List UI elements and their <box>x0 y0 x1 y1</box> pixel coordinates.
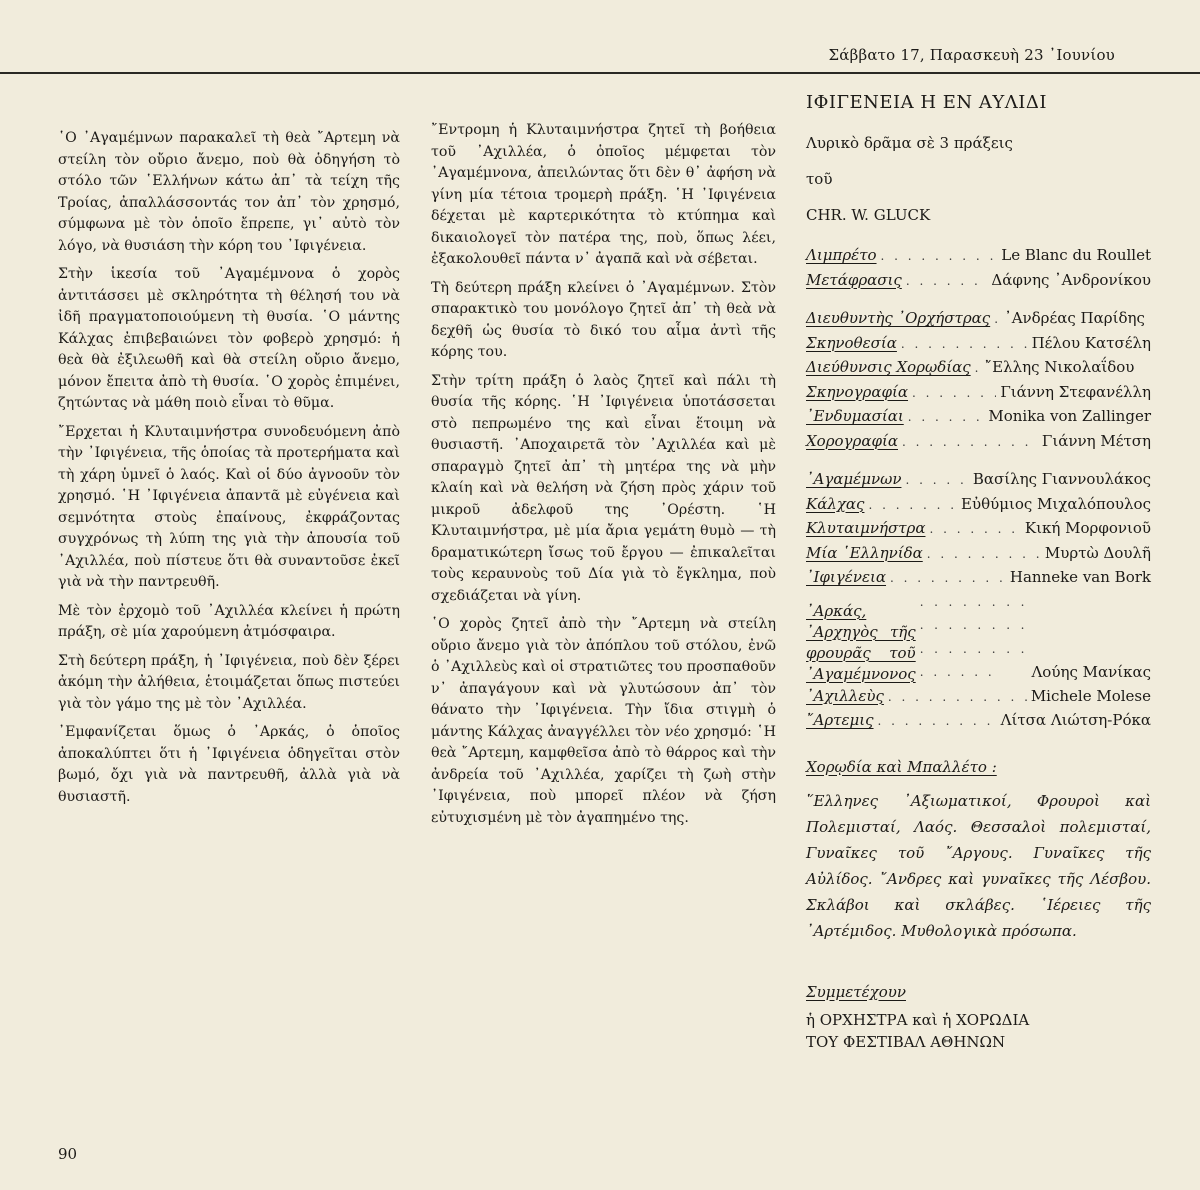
paragraph: ῾Ο ᾿Αγαμέμνων παρακαλεῖ τὴ θεὰ ῎Αρτεμη νὰ στείλη τὸν οὔριο ἄνεμο, ποὺ θὰ ὁδηγήση τὸ στόλο τῶν ῾Ελλήνων κάτω ἀπ᾿ τὰ τείχη τῆς Τροίας, ἀπαλλάσσοντάς τον ἀπ᾿ τὸν χρησμό, σύμφωνα μὲ τὸν ὁποῖο ἔπρεπε, γι᾿ αὐτὸ τὸν λόγο, νὰ θυσιάση τὴν κόρη του ᾿Ιφιγένεια. <box>58 130 400 254</box>
credit-row <box>806 332 1151 357</box>
cast-role: Μία ῾Ελληνίδα <box>806 543 923 562</box>
credit-role: ᾿Ενδυμασίαι <box>806 407 904 425</box>
composer-name: CHR. W. GLUCK <box>806 206 931 224</box>
participants-line: ΤΟΥ ΦΕΣΤΙΒΑΛ ΑΘΗΝΩΝ <box>806 1032 1006 1051</box>
credits-list-a <box>806 244 1151 293</box>
paragraph: ῾Ο χορὸς ζητεῖ ἀπὸ τὴν ῎Αρτεμη νὰ στείλη οὔριο ἄνεμο γιὰ τὸν ἀπόπλου τοῦ στόλου, ἐνῶ ὁ ᾿Αχιλλεὺς καὶ οἱ στρατιῶτες του προσπαθοῦν ν᾿ ἀπαγάγουν καὶ νὰ γλυτώσουν ἀπ᾿ τὸν θάνατο τὴν ᾿Ιφιγένεια. Τὴν ἴδια στιγμὴ ὁ μάντης Κάλχας ἀναγγέλλει τὸν νέο χρησμό: ῾Η θεὰ ῎Αρτεμη, καμφθεῖσα ἀπὸ τὸ θάρρος καὶ τὴν ἀνδρεία τοῦ ᾿Αχιλλέα, χαρίζει τὴ ζωὴ στὴν ᾿Ιφιγένεια, ποὺ μπορεῖ πλέον νὰ ζήση εὐτυχισμένη μὲ τὸν ἀγαπημένο της. <box>431 616 776 826</box>
credit-row <box>806 269 1151 294</box>
participants-heading: Συμμετέχουν <box>806 982 906 1001</box>
running-header: Σάββατο 17, Παρασκευὴ 23 ᾿Ιουνίου <box>828 46 1115 64</box>
paragraph: ῎Ερχεται ἡ Κλυταιμνήστρα συνοδευόμενη ἀπὸ τὴν ᾿Ιφιγένεια, τῆς ὁποίας τὰ προτερήματα καὶ τὴ χάρη ὑμνεῖ ὁ λαός. Καὶ οἱ δύο ἀγνοοῦν τὸν χρησμό. ῾Η ᾿Ιφιγένεια ἀπαντᾶ μὲ εὐγένεια καὶ σεμνότητα στοὺς ἐπαίνους, ἐκφράζοντας συγχρόνως τὴ λύπη της γιὰ τὴν ἀπουσία τοῦ ᾿Αχιλλέα, ποὺ πίστευε ὅτι θὰ συναντοῦσε ἐκεῖ γιὰ νὰ τὴν παντρευθῆ. <box>58 423 400 590</box>
credit-row <box>806 381 1151 406</box>
credit-role: Λιμπρέτο <box>806 246 877 264</box>
credit-role: Μετάφρασις <box>806 270 902 289</box>
credit-role: Σκηνογραφία <box>806 382 909 401</box>
credit-row <box>806 244 1151 269</box>
cast-name: Michele Molese <box>1030 686 1151 705</box>
credit-name: Πέλου Κατσέλη <box>1031 333 1151 352</box>
credit-row <box>806 356 1151 381</box>
chorus-heading: Χορῳδία καὶ Μπαλλέτο : <box>806 757 997 776</box>
cast-row <box>806 468 1151 493</box>
cast-name: Βασίλης Γιαννουλάκος <box>972 470 1151 488</box>
cast-name: Μυρτὼ Δουλῆ <box>1044 543 1151 562</box>
cast-row <box>806 685 1151 710</box>
cast-row <box>806 517 1151 542</box>
credit-role: Διευθυντὴς ᾿Ορχήστρας <box>806 309 991 327</box>
paragraph: Στὴν ἱκεσία τοῦ ᾿Αγαμέμνονα ὁ χορὸς ἀντιτάσσει μὲ σκληρότητα τὴ θέλησή του νὰ ἰδῆ πραγματοποιούμενη τὴ θυσία. ῾Ο μάντης Κάλχας ἐπιβεβαιώνει τὸν φοβερὸ χρησμό: ἡ θεὰ θὰ ἐξιλεωθῆ καὶ θὰ στείλη οὔριο ἄνεμο, μόνον ἔπειτα ἀπὸ τὴ θυσία. ῾Ο χορὸς ἐπιμένει, ζητώντας νὰ μάθη ποιὸ εἶναι τὸ θῦμα. <box>58 266 400 411</box>
credit-name: Γιάννη Μέτση <box>1041 431 1151 450</box>
cast-name: Λούης Μανίκας <box>1031 663 1151 681</box>
paragraph: Στὴ δεύτερη πράξη, ἡ ᾿Ιφιγένεια, ποὺ δὲν ξέρει ἀκόμη τὴν ἀλήθεια, ἑτοιμάζεται ὅπως πιστεύει γιὰ τὸν γάμο της μὲ τὸν ᾿Αχιλλέα. <box>58 652 400 712</box>
opera-title: ΙΦΙΓΕΝΕΙΑ Η ΕΝ ΑΥΛΙΔΙ <box>806 92 1047 113</box>
synopsis-column-1 <box>58 128 400 815</box>
credit-role: Διεύθυνσις Χορῳδίας <box>806 358 971 376</box>
cast-name: Λίτσα Λιώτση-Ρόκα <box>1000 711 1151 729</box>
cast-name: Εὐθύμιος Μιχαλόπουλος <box>961 494 1151 513</box>
page-number: 90 <box>58 1145 78 1163</box>
by-label: τοῦ <box>806 170 833 188</box>
cast-row <box>806 542 1151 567</box>
credits-list-b <box>806 307 1151 454</box>
synopsis-column-2 <box>431 120 776 836</box>
cast-role: ᾿Αγαμέμνων <box>806 470 902 488</box>
credit-row <box>806 307 1151 332</box>
paragraph: ᾿Εμφανίζεται ὅμως ὁ ᾿Αρκάς, ὁ ὁποῖος ἀποκαλύπτει ὅτι ἡ ᾿Ιφιγένεια ὁδηγεῖται στὸν βωμό, ὄχι γιὰ νὰ παντρευθῆ, ἀλλὰ γιὰ νὰ θυσιαστῆ. <box>58 724 400 805</box>
cast-row <box>806 709 1151 734</box>
participants-line: ἡ ΟΡΧΗΣΤΡΑ καὶ ἡ ΧΟΡΩΔΙΑ <box>806 1010 1030 1029</box>
credit-name: Monika von Zallinger <box>988 407 1151 425</box>
opera-subtitle: Λυρικὸ δρᾶμα σὲ 3 πράξεις <box>806 134 1013 152</box>
credit-role: Σκηνοθεσία <box>806 333 897 352</box>
paragraph: Μὲ τὸν ἐρχομὸ τοῦ ᾿Αχιλλέα κλείνει ἡ πρώτη πράξη, σὲ μία χαρούμενη ἀτμόσφαιρα. <box>58 602 400 640</box>
credits-column <box>806 92 1151 1053</box>
paragraph: ῎Εντρομη ἡ Κλυταιμνήστρα ζητεῖ τὴ βοήθεια τοῦ ᾿Αχιλλέα, ὁ ὁποῖος μέμφεται τὸν ᾿Αγαμέμνονα, ἀπειλώντας ὅτι δὲν θ᾿ ἀφήση νὰ γίνη μία τέτοια τρομερὴ πράξη. ῾Η ᾿Ιφιγένεια δέχεται μὲ καρτερικότητα τὸ κτύπημα καὶ δικαιολογεῖ τὸν πατέρα της, ποὺ, ὅπως λέει, ἐξακολουθεῖ πάντα ν᾿ ἀγαπᾶ καὶ νὰ σέβεται. <box>431 122 776 267</box>
cast-role: ᾿Αχιλλεὺς <box>806 686 884 705</box>
cast-row <box>806 591 1151 685</box>
credit-name: Γιάννη Στεφανέλλη <box>1000 382 1151 401</box>
cast-list <box>806 468 1151 734</box>
cast-role: ῎Αρτεμις <box>806 711 874 729</box>
cast-role: Κάλχας <box>806 494 865 513</box>
cast-row <box>806 493 1151 518</box>
paragraph: Τὴ δεύτερη πράξη κλείνει ὁ ᾿Αγαμέμνων. Στὸν σπαρακτικὸ του μονόλογο ζητεῖ ἀπ᾿ τὴ θεὰ νὰ δεχθῆ ὡς θυσία τὸ δικό του αἷμα ἀντὶ τῆς κόρης του. <box>431 279 776 360</box>
credit-name: ᾿Ανδρέας Παρίδης <box>1004 309 1145 327</box>
cast-row <box>806 566 1151 591</box>
cast-role: ᾿Ιφιγένεια <box>806 568 887 586</box>
credit-role: Χορογραφία <box>806 431 898 450</box>
cast-role: Κλυταιμνήστρα <box>806 519 926 537</box>
paragraph: Στὴν τρίτη πράξη ὁ λαὸς ζητεῖ καὶ πάλι τὴ θυσία τῆς κόρης. ῾Η ᾿Ιφιγένεια ὑποτάσσεται στὸ πεπρωμένο της καὶ εἶναι ἕτοιμη νὰ θυσιαστῆ. ᾿Αποχαιρετᾶ τὸν ᾿Αχιλλέα καὶ μὲ σπαραγμὸ ζητεῖ ἀπ᾿ τὴ μητέρα της νὰ μὴν κλαίη καὶ νὰ θελήση νὰ ζήση πρὸς χάριν τοῦ μικροῦ ἀδελφοῦ της ᾿Ορέστη. ῾Η Κλυταιμνήστρα, μὲ μία ἄρια γεμάτη θυμὸ — τὴ δραματικώτερη ἴσως τοῦ ἔργου — ἐπικαλεῖται τοὺς κεραυνοὺς τοῦ Δία γιὰ τὸ ἔγκλημα, ποὺ σχεδιάζεται νὰ γίνη. <box>431 372 776 604</box>
header-rule <box>0 72 1200 74</box>
cast-name: Κική Μορφονιοῦ <box>1024 519 1151 537</box>
credit-name: Le Blanc du Roullet <box>1001 246 1151 264</box>
credit-name: Δάφνης ᾿Ανδρονίκου <box>991 270 1151 289</box>
credit-row <box>806 405 1151 430</box>
credit-name: ῎Ελλης Νικολαΐδου <box>984 358 1135 376</box>
chorus-text: ῞Ελληνες ᾿Αξιωματικοί, Φρουροὶ καὶ Πολεμισταί, Λαός. Θεσσαλοὶ πολεμισταί, Γυναῖκες τοῦ ῎Αργους. Γυναῖκες τῆς Αὐλίδος. ῎Ανδρες καὶ γυναῖκες τῆς Λέσβου. Σκλάβοι καὶ σκλάβες. ῾Ιέρειες τῆς ᾿Αρτέμιδος. Μυθολογικὰ πρόσωπα. <box>806 791 1151 940</box>
cast-name: Hanneke van Bork <box>1009 568 1151 586</box>
credit-row <box>806 430 1151 455</box>
cast-role: ᾿Αρκάς, ᾿Αρχηγὸς τῆς φρουρᾶς τοῦ ᾿Αγαμέμνονος <box>806 601 916 683</box>
